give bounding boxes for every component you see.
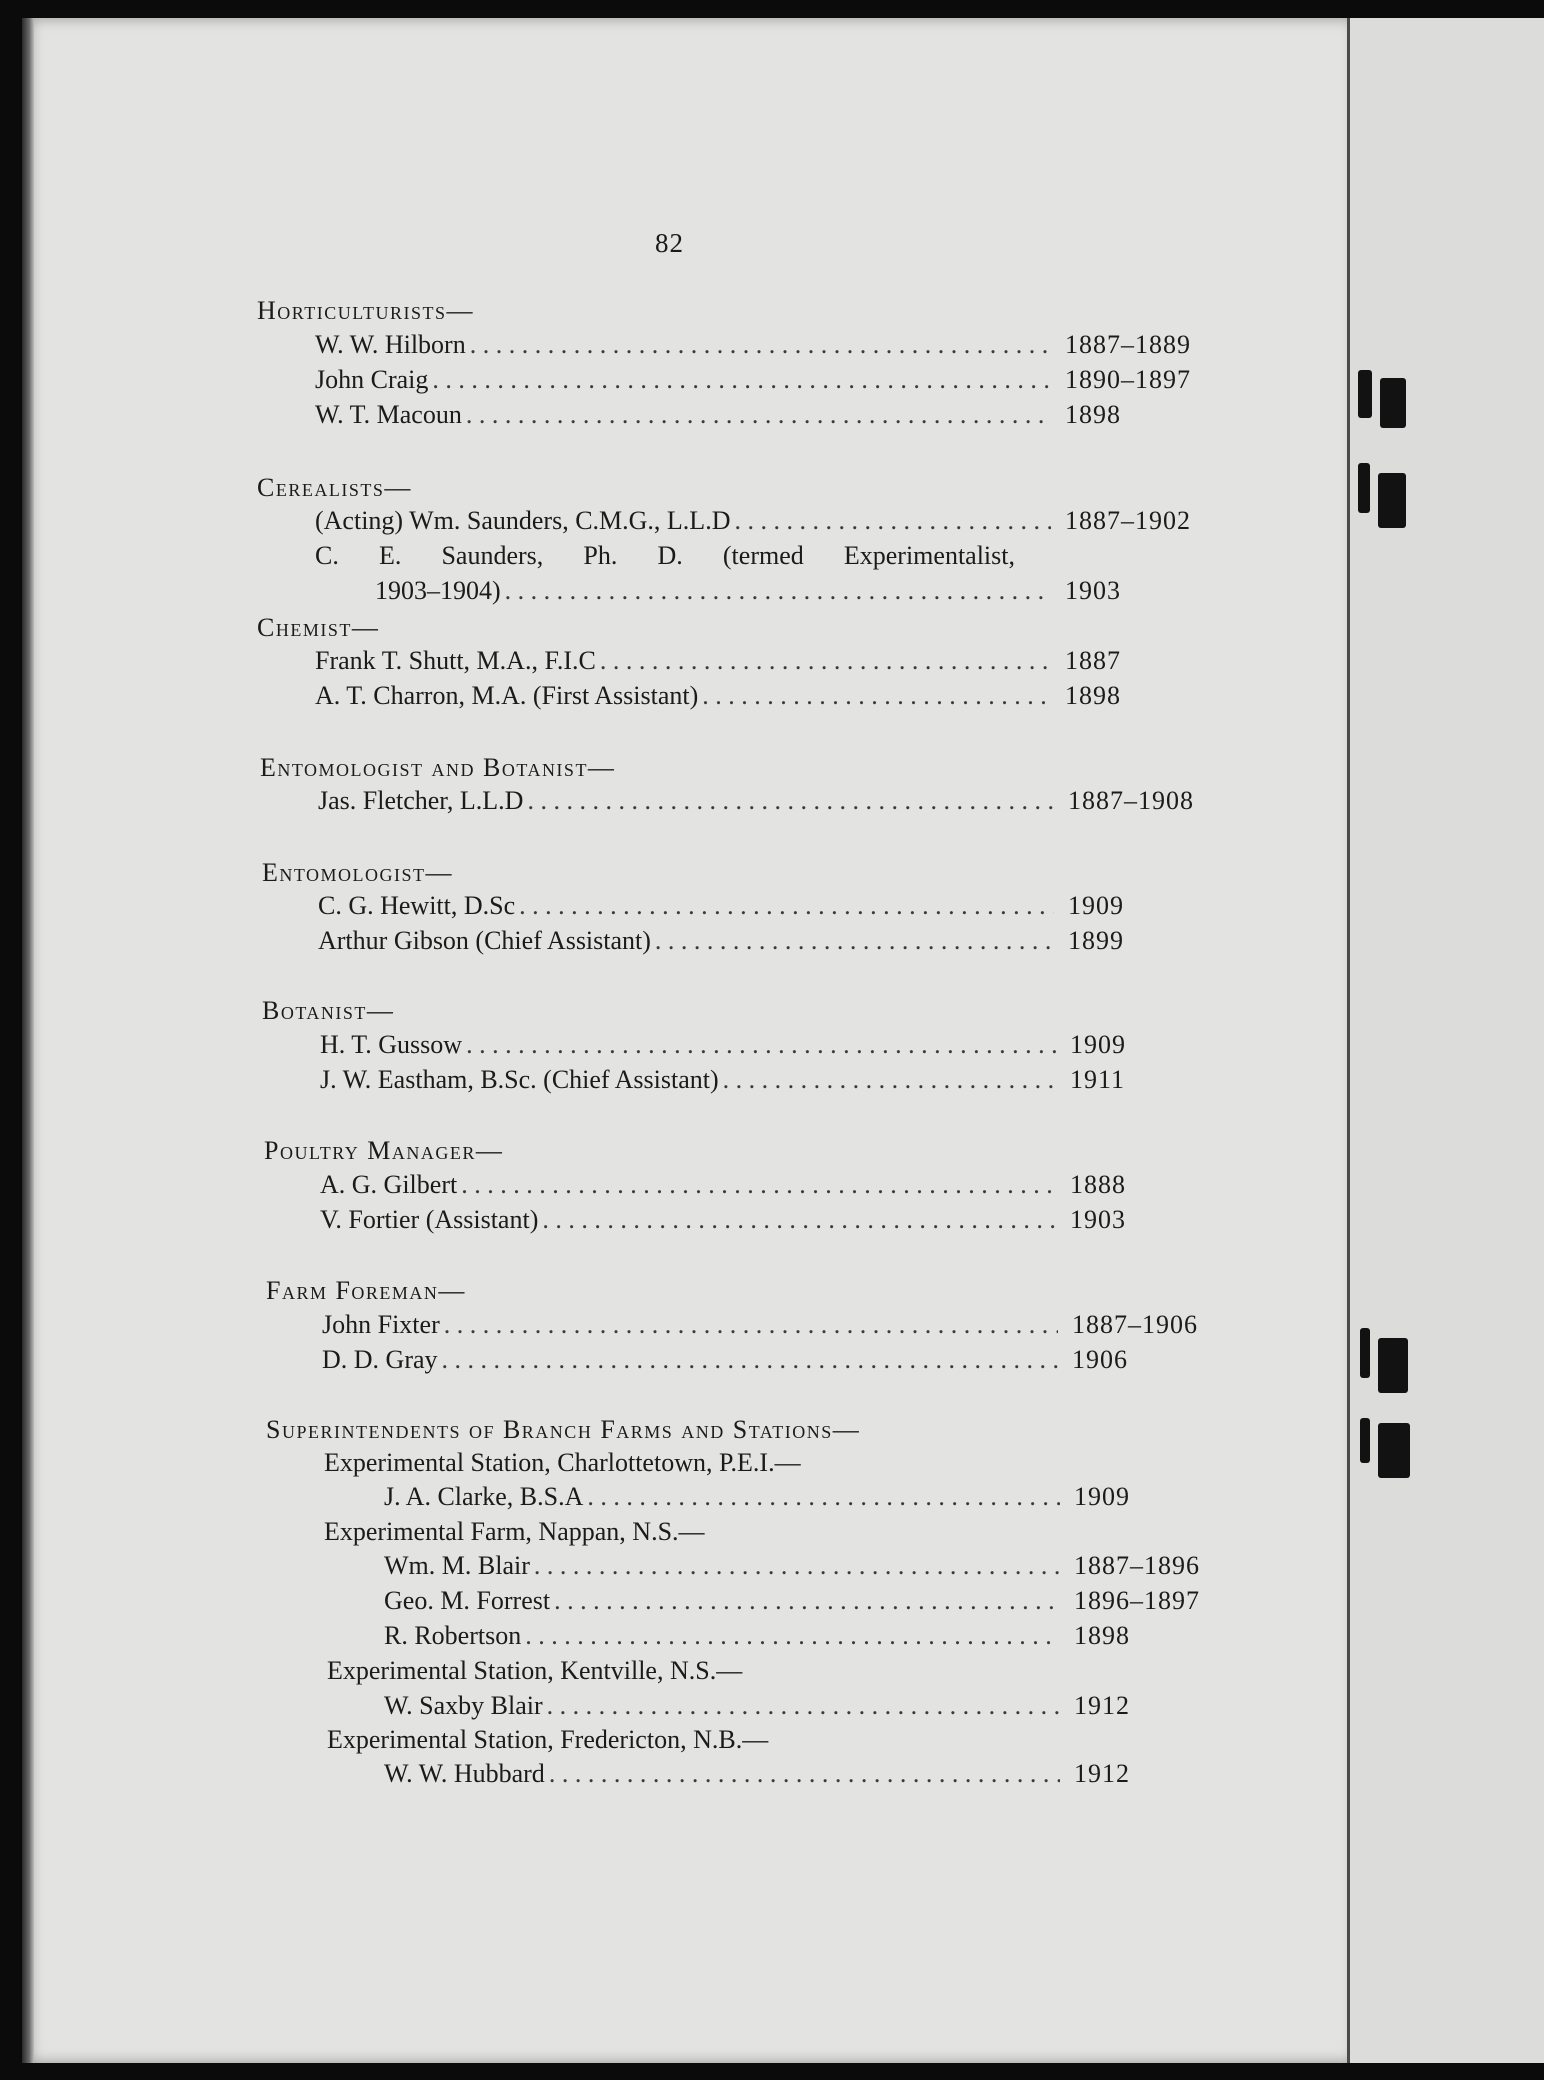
entry-years: 1909 (1074, 1482, 1130, 1511)
entry-row (320, 1030, 1200, 1070)
entry-years: 1898 (1074, 1621, 1130, 1650)
entry-years: 1906 (1072, 1345, 1128, 1374)
entry-name: H. T. Gussow (320, 1030, 463, 1059)
book-page (22, 18, 1347, 2063)
entry-name: Frank T. Shutt, M.A., F.I.C (315, 646, 596, 675)
entry-row (384, 1551, 1204, 1591)
entry-years: 1911 (1070, 1065, 1126, 1094)
entry-name: J. A. Clarke, B.S.A (384, 1482, 584, 1511)
entry-row (384, 1586, 1204, 1626)
binding-tear-mark (1380, 378, 1406, 428)
entry-row (315, 506, 1195, 546)
entry-row (320, 1205, 1200, 1245)
binding-tear-mark (1360, 1418, 1370, 1463)
page-number: 82 (655, 228, 684, 258)
entry-years: 1887–1908 (1068, 786, 1194, 815)
entry-text: C. E. Saunders, Ph. D. (termed Experimentalist, (315, 541, 1015, 570)
adjacent-page-edge (1347, 18, 1544, 2063)
entry-row (384, 1759, 1204, 1799)
entry-name: D. D. Gray (322, 1345, 438, 1374)
entry-years: 1887–1889 (1065, 330, 1191, 359)
entry-name: (Acting) Wm. Saunders, C.M.G., L.L.D (315, 506, 731, 535)
binding-tear-mark (1360, 1328, 1370, 1378)
entry-name: R. Robertson (384, 1621, 522, 1650)
binding-tear-mark (1358, 370, 1372, 418)
entry-years: 1887 (1065, 646, 1121, 675)
entry-row (315, 681, 1195, 721)
entry-name: 1903–1904) (375, 576, 501, 605)
entry-name: J. W. Eastham, B.Sc. (Chief Assistant) (320, 1065, 719, 1094)
entry-name: Geo. M. Forrest (384, 1586, 551, 1615)
entry-row (320, 1065, 1200, 1105)
station-label-nappan: Experimental Farm, Nappan, N.S.— (324, 1517, 705, 1546)
entry-name: W. W. Hubbard (384, 1759, 545, 1788)
entry-years: 1912 (1074, 1691, 1130, 1720)
entry-row (315, 330, 1195, 370)
entry-name: John Craig (315, 365, 429, 394)
entry-row (384, 1482, 1204, 1522)
section-heading-horticulturists: Horticulturists— (257, 296, 475, 325)
entry-name: W. Saxby Blair (384, 1691, 543, 1720)
entry-row (315, 365, 1195, 405)
section-heading-chemist: Chemist— (257, 613, 380, 642)
entry-name: V. Fortier (Assistant) (320, 1205, 539, 1234)
entry-name: W. W. Hilborn (315, 330, 466, 359)
section-heading-poultry-manager: Poultry Manager— (264, 1136, 504, 1165)
entry-years: 1896–1897 (1074, 1586, 1200, 1615)
entry-years: 1909 (1068, 891, 1124, 920)
entry-years: 1912 (1074, 1759, 1130, 1788)
section-heading-cerealists: Cerealists— (257, 473, 412, 502)
section-heading-entomologist: Entomologist— (262, 858, 454, 887)
entry-row (384, 1621, 1204, 1661)
section-heading-superintendents: Superintendents of Branch Farms and Stations— (266, 1415, 861, 1444)
entry-years: 1887–1906 (1072, 1310, 1198, 1339)
binding-tear-mark (1358, 463, 1370, 513)
entry-name: Wm. M. Blair (384, 1551, 530, 1580)
station-label-charlottetown: Experimental Station, Charlottetown, P.E.I.— (324, 1448, 801, 1477)
station-label-fredericton: Experimental Station, Fredericton, N.B.— (327, 1725, 769, 1754)
entry-name: A. G. Gilbert (320, 1170, 458, 1199)
entry-years: 1899 (1068, 926, 1124, 955)
entry-years: 1887–1896 (1074, 1551, 1200, 1580)
section-heading-farm-foreman: Farm Foreman— (266, 1276, 466, 1305)
entry-years: 1903 (1065, 576, 1121, 605)
section-heading-entomologist-botanist: Entomologist and Botanist— (260, 753, 616, 782)
entry-row (318, 891, 1198, 931)
binding-tear-mark (1378, 1338, 1408, 1393)
entry-name: John Fixter (322, 1310, 440, 1339)
entry-row (375, 576, 1195, 616)
entry-years: 1887–1902 (1065, 506, 1191, 535)
entry-row (315, 400, 1195, 440)
section-heading-botanist: Botanist— (262, 996, 395, 1025)
entry-years: 1898 (1065, 681, 1121, 710)
entry-name: C. G. Hewitt, D.Sc (318, 891, 516, 920)
entry-row (320, 1170, 1200, 1210)
book-spine (22, 18, 34, 2063)
entry-years: 1890–1897 (1065, 365, 1191, 394)
entry-years: 1903 (1070, 1205, 1126, 1234)
entry-name: A. T. Charron, M.A. (First Assistant) (315, 681, 699, 710)
entry-name: Arthur Gibson (Chief Assistant) (318, 926, 651, 955)
entry-row (322, 1310, 1202, 1350)
entry-row (318, 786, 1198, 826)
binding-tear-mark (1378, 473, 1406, 528)
entry-row (322, 1345, 1202, 1385)
entry-years: 1888 (1070, 1170, 1126, 1199)
station-label-kentville: Experimental Station, Kentville, N.S.— (327, 1656, 743, 1685)
entry-row (318, 926, 1198, 966)
entry-name: W. T. Macoun (315, 400, 462, 429)
entry-name: Jas. Fletcher, L.L.D (318, 786, 524, 815)
entry-row (315, 646, 1195, 686)
entry-years: 1898 (1065, 400, 1121, 429)
binding-tear-mark (1378, 1423, 1410, 1478)
entry-years: 1909 (1070, 1030, 1126, 1059)
